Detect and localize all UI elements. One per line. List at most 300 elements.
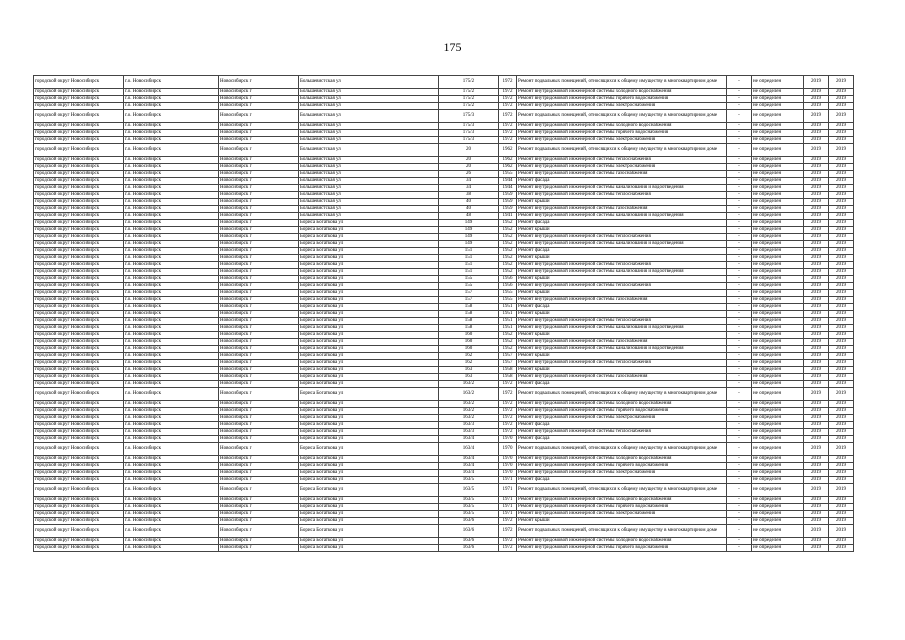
work-type-cell: Ремонт крыши bbox=[517, 255, 727, 262]
locality-cell: Новосибирск г bbox=[219, 89, 299, 96]
house-number-cell: 34 bbox=[439, 178, 499, 185]
end-year-cell: 2019 bbox=[829, 76, 854, 89]
build-year-cell: 1972 bbox=[499, 137, 517, 144]
build-year-cell: 1972 bbox=[499, 518, 517, 525]
street-cell: Бориса Богаткова ул bbox=[299, 429, 439, 436]
house-number-cell: 160 bbox=[439, 346, 499, 353]
build-year-cell: 1951 bbox=[499, 311, 517, 318]
volume-cell: не определен bbox=[752, 504, 804, 511]
dash-cell: - bbox=[727, 290, 752, 297]
build-year-cell: 1971 bbox=[499, 484, 517, 497]
table-row bbox=[34, 388, 854, 401]
street-cell: Бориса Богаткова ул bbox=[299, 374, 439, 381]
work-type-cell: Ремонт внутридомовой инженерной системы горячего водоснабжения bbox=[517, 96, 727, 103]
city-cell: г.о. Новосибирск bbox=[124, 360, 219, 367]
end-year-cell: 2019 bbox=[829, 206, 854, 213]
end-year-cell: 2019 bbox=[829, 504, 854, 511]
start-year-cell: 2019 bbox=[804, 220, 829, 227]
start-year-cell: 2019 bbox=[804, 276, 829, 283]
build-year-cell: 1955 bbox=[499, 290, 517, 297]
locality-cell: Новосибирск г bbox=[219, 504, 299, 511]
locality-cell: Новосибирск г bbox=[219, 123, 299, 130]
work-type-cell: Ремонт внутридомовой инженерной системы электроснабжения bbox=[517, 470, 727, 477]
dash-cell: - bbox=[727, 318, 752, 325]
start-year-cell: 2019 bbox=[804, 381, 829, 388]
district-cell: городской округ Новосибирск bbox=[34, 422, 124, 429]
district-cell: городской округ Новосибирск bbox=[34, 220, 124, 227]
city-cell: г.о. Новосибирск bbox=[124, 484, 219, 497]
volume-cell: не определен bbox=[752, 525, 804, 538]
start-year-cell: 2019 bbox=[804, 463, 829, 470]
district-cell: городской округ Новосибирск bbox=[34, 339, 124, 346]
street-cell: Бориса Богаткова ул bbox=[299, 497, 439, 504]
table-row bbox=[34, 497, 854, 504]
work-type-cell: Ремонт внутридомовой инженерной системы газоснабжения bbox=[517, 206, 727, 213]
house-number-cell: 163/5 bbox=[439, 477, 499, 484]
table-row bbox=[34, 290, 854, 297]
district-cell: городской округ Новосибирск bbox=[34, 130, 124, 137]
start-year-cell: 2019 bbox=[804, 157, 829, 164]
end-year-cell: 2019 bbox=[829, 422, 854, 429]
district-cell: городской округ Новосибирск bbox=[34, 248, 124, 255]
work-type-cell: Ремонт фасада bbox=[517, 422, 727, 429]
street-cell: Бориса Богаткова ул bbox=[299, 401, 439, 408]
locality-cell: Новосибирск г bbox=[219, 497, 299, 504]
city-cell: г.о. Новосибирск bbox=[124, 123, 219, 130]
work-type-cell: Ремонт крыши bbox=[517, 199, 727, 206]
table-row bbox=[34, 429, 854, 436]
locality-cell: Новосибирск г bbox=[219, 318, 299, 325]
end-year-cell: 2019 bbox=[829, 367, 854, 374]
house-number-cell: 151 bbox=[439, 262, 499, 269]
volume-cell: не определен bbox=[752, 137, 804, 144]
work-type-cell: Ремонт фасада bbox=[517, 248, 727, 255]
table-row bbox=[34, 367, 854, 374]
table-row bbox=[34, 374, 854, 381]
volume-cell: не определен bbox=[752, 269, 804, 276]
build-year-cell: 1972 bbox=[499, 408, 517, 415]
city-cell: г.о. Новосибирск bbox=[124, 297, 219, 304]
locality-cell: Новосибирск г bbox=[219, 220, 299, 227]
work-type-cell: Ремонт внутридомовой инженерной системы горячего водоснабжения bbox=[517, 130, 727, 137]
district-cell: городской округ Новосибирск bbox=[34, 255, 124, 262]
start-year-cell: 2019 bbox=[804, 110, 829, 123]
end-year-cell: 2019 bbox=[829, 144, 854, 157]
volume-cell: не определен bbox=[752, 110, 804, 123]
table-row bbox=[34, 415, 854, 422]
dash-cell: - bbox=[727, 525, 752, 538]
street-cell: Бориса Богаткова ул bbox=[299, 538, 439, 545]
volume-cell: не определен bbox=[752, 408, 804, 415]
build-year-cell: 1952 bbox=[499, 339, 517, 346]
locality-cell: Новосибирск г bbox=[219, 241, 299, 248]
district-cell: городской округ Новосибирск bbox=[34, 360, 124, 367]
start-year-cell: 2019 bbox=[804, 96, 829, 103]
house-number-cell: 163/3 bbox=[439, 422, 499, 429]
locality-cell: Новосибирск г bbox=[219, 234, 299, 241]
house-number-cell: 40 bbox=[439, 206, 499, 213]
locality-cell: Новосибирск г bbox=[219, 171, 299, 178]
street-cell: Бориса Богаткова ул bbox=[299, 283, 439, 290]
dash-cell: - bbox=[727, 470, 752, 477]
end-year-cell: 2019 bbox=[829, 429, 854, 436]
volume-cell: не определен bbox=[752, 325, 804, 332]
street-cell: Бориса Богаткова ул bbox=[299, 422, 439, 429]
locality-cell: Новосибирск г bbox=[219, 227, 299, 234]
locality-cell: Новосибирск г bbox=[219, 96, 299, 103]
district-cell: городской округ Новосибирск bbox=[34, 241, 124, 248]
district-cell: городской округ Новосибирск bbox=[34, 353, 124, 360]
start-year-cell: 2019 bbox=[804, 103, 829, 110]
house-number-cell: 163/4 bbox=[439, 443, 499, 456]
volume-cell: не определен bbox=[752, 367, 804, 374]
locality-cell: Новосибирск г bbox=[219, 332, 299, 339]
city-cell: г.о. Новосибирск bbox=[124, 76, 219, 89]
dash-cell: - bbox=[727, 484, 752, 497]
table-row bbox=[34, 185, 854, 192]
volume-cell: не определен bbox=[752, 89, 804, 96]
work-type-cell: Ремонт внутридомовой инженерной системы теплоснабжения bbox=[517, 262, 727, 269]
house-number-cell: 163/2 bbox=[439, 408, 499, 415]
start-year-cell: 2019 bbox=[804, 199, 829, 206]
work-type-cell: Ремонт внутридомовой инженерной системы канализования и водоотведения bbox=[517, 325, 727, 332]
table-row bbox=[34, 234, 854, 241]
work-type-cell: Ремонт подвальных помещений, относящихся к общему имуществу в многоквартирном доме bbox=[517, 484, 727, 497]
table-row bbox=[34, 511, 854, 518]
dash-cell: - bbox=[727, 477, 752, 484]
table-row bbox=[34, 144, 854, 157]
end-year-cell: 2019 bbox=[829, 283, 854, 290]
locality-cell: Новосибирск г bbox=[219, 76, 299, 89]
work-type-cell: Ремонт внутридомовой инженерной системы горячего водоснабжения bbox=[517, 408, 727, 415]
district-cell: городской округ Новосибирск bbox=[34, 518, 124, 525]
volume-cell: не определен bbox=[752, 220, 804, 227]
street-cell: Большевистская ул bbox=[299, 89, 439, 96]
work-type-cell: Ремонт внутридомовой инженерной системы газоснабжения bbox=[517, 297, 727, 304]
work-type-cell: Ремонт внутридомовой инженерной системы канализования и водоотведения bbox=[517, 346, 727, 353]
house-number-cell: 175/3 bbox=[439, 110, 499, 123]
end-year-cell: 2019 bbox=[829, 199, 854, 206]
table-row bbox=[34, 484, 854, 497]
volume-cell: не определен bbox=[752, 213, 804, 220]
house-number-cell: 162 bbox=[439, 360, 499, 367]
work-type-cell: Ремонт внутридомовой инженерной системы электроснабжения bbox=[517, 164, 727, 171]
start-year-cell: 2019 bbox=[804, 185, 829, 192]
end-year-cell: 2019 bbox=[829, 227, 854, 234]
start-year-cell: 2019 bbox=[804, 360, 829, 367]
dash-cell: - bbox=[727, 137, 752, 144]
start-year-cell: 2019 bbox=[804, 283, 829, 290]
build-year-cell: 1952 bbox=[499, 241, 517, 248]
start-year-cell: 2019 bbox=[804, 192, 829, 199]
table-row bbox=[34, 255, 854, 262]
volume-cell: не определен bbox=[752, 164, 804, 171]
start-year-cell: 2019 bbox=[804, 269, 829, 276]
end-year-cell: 2019 bbox=[829, 255, 854, 262]
start-year-cell: 2019 bbox=[804, 248, 829, 255]
city-cell: г.о. Новосибирск bbox=[124, 470, 219, 477]
locality-cell: Новосибирск г bbox=[219, 103, 299, 110]
locality-cell: Новосибирск г bbox=[219, 436, 299, 443]
start-year-cell: 2019 bbox=[804, 415, 829, 422]
start-year-cell: 2019 bbox=[804, 290, 829, 297]
street-cell: Большевистская ул bbox=[299, 103, 439, 110]
city-cell: г.о. Новосибирск bbox=[124, 311, 219, 318]
house-number-cell: 163 bbox=[439, 374, 499, 381]
work-type-cell: Ремонт внутридомовой инженерной системы электроснабжения bbox=[517, 103, 727, 110]
volume-cell: не определен bbox=[752, 429, 804, 436]
work-type-cell: Ремонт внутридомовой инженерной системы канализования и водоотведения bbox=[517, 269, 727, 276]
locality-cell: Новосибирск г bbox=[219, 484, 299, 497]
dash-cell: - bbox=[727, 76, 752, 89]
start-year-cell: 2019 bbox=[804, 297, 829, 304]
dash-cell: - bbox=[727, 443, 752, 456]
start-year-cell: 2019 bbox=[804, 213, 829, 220]
build-year-cell: 1951 bbox=[499, 318, 517, 325]
start-year-cell: 2019 bbox=[804, 262, 829, 269]
dash-cell: - bbox=[727, 367, 752, 374]
street-cell: Большевистская ул bbox=[299, 110, 439, 123]
volume-cell: не определен bbox=[752, 470, 804, 477]
district-cell: городской округ Новосибирск bbox=[34, 157, 124, 164]
locality-cell: Новосибирск г bbox=[219, 297, 299, 304]
city-cell: г.о. Новосибирск bbox=[124, 408, 219, 415]
volume-cell: не определен bbox=[752, 248, 804, 255]
district-cell: городской округ Новосибирск bbox=[34, 311, 124, 318]
end-year-cell: 2019 bbox=[829, 538, 854, 545]
district-cell: городской округ Новосибирск bbox=[34, 192, 124, 199]
volume-cell: не определен bbox=[752, 374, 804, 381]
build-year-cell: 1957 bbox=[499, 360, 517, 367]
street-cell: Бориса Богаткова ул bbox=[299, 456, 439, 463]
locality-cell: Новосибирск г bbox=[219, 276, 299, 283]
street-cell: Большевистская ул bbox=[299, 171, 439, 178]
city-cell: г.о. Новосибирск bbox=[124, 213, 219, 220]
locality-cell: Новосибирск г bbox=[219, 463, 299, 470]
city-cell: г.о. Новосибирск bbox=[124, 325, 219, 332]
end-year-cell: 2019 bbox=[829, 290, 854, 297]
street-cell: Большевистская ул bbox=[299, 96, 439, 103]
start-year-cell: 2019 bbox=[804, 164, 829, 171]
district-cell: городской округ Новосибирск bbox=[34, 89, 124, 96]
house-number-cell: 20 bbox=[439, 164, 499, 171]
volume-cell: не определен bbox=[752, 477, 804, 484]
house-number-cell: 163/4 bbox=[439, 456, 499, 463]
dash-cell: - bbox=[727, 415, 752, 422]
start-year-cell: 2019 bbox=[804, 538, 829, 545]
table-row bbox=[34, 311, 854, 318]
build-year-cell: 1970 bbox=[499, 456, 517, 463]
build-year-cell: 1951 bbox=[499, 325, 517, 332]
city-cell: г.о. Новосибирск bbox=[124, 206, 219, 213]
build-year-cell: 1972 bbox=[499, 401, 517, 408]
street-cell: Бориса Богаткова ул bbox=[299, 360, 439, 367]
district-cell: городской округ Новосибирск bbox=[34, 456, 124, 463]
house-number-cell: 149 bbox=[439, 227, 499, 234]
end-year-cell: 2019 bbox=[829, 276, 854, 283]
table-row bbox=[34, 103, 854, 110]
end-year-cell: 2019 bbox=[829, 269, 854, 276]
volume-cell: не определен bbox=[752, 456, 804, 463]
end-year-cell: 2019 bbox=[829, 497, 854, 504]
house-number-cell: 163/5 bbox=[439, 504, 499, 511]
table-row bbox=[34, 318, 854, 325]
street-cell: Бориса Богаткова ул bbox=[299, 234, 439, 241]
locality-cell: Новосибирск г bbox=[219, 422, 299, 429]
dash-cell: - bbox=[727, 381, 752, 388]
work-type-cell: Ремонт внутридомовой инженерной системы теплоснабжения bbox=[517, 157, 727, 164]
city-cell: г.о. Новосибирск bbox=[124, 367, 219, 374]
district-cell: городской округ Новосибирск bbox=[34, 262, 124, 269]
volume-cell: не определен bbox=[752, 96, 804, 103]
district-cell: городской округ Новосибирск bbox=[34, 504, 124, 511]
locality-cell: Новосибирск г bbox=[219, 192, 299, 199]
table-row bbox=[34, 110, 854, 123]
house-number-cell: 175/2 bbox=[439, 96, 499, 103]
locality-cell: Новосибирск г bbox=[219, 206, 299, 213]
end-year-cell: 2019 bbox=[829, 234, 854, 241]
house-number-cell: 151 bbox=[439, 255, 499, 262]
city-cell: г.о. Новосибирск bbox=[124, 415, 219, 422]
repair-schedule-table bbox=[33, 75, 854, 552]
build-year-cell: 1959 bbox=[499, 192, 517, 199]
end-year-cell: 2019 bbox=[829, 297, 854, 304]
table-row bbox=[34, 325, 854, 332]
build-year-cell: 1972 bbox=[499, 422, 517, 429]
locality-cell: Новосибирск г bbox=[219, 477, 299, 484]
house-number-cell: 160 bbox=[439, 339, 499, 346]
dash-cell: - bbox=[727, 157, 752, 164]
city-cell: г.о. Новосибирск bbox=[124, 234, 219, 241]
street-cell: Бориса Богаткова ул bbox=[299, 304, 439, 311]
end-year-cell: 2019 bbox=[829, 374, 854, 381]
work-type-cell: Ремонт внутридомовой инженерной системы газоснабжения bbox=[517, 374, 727, 381]
house-number-cell: 163/3 bbox=[439, 429, 499, 436]
locality-cell: Новосибирск г bbox=[219, 178, 299, 185]
build-year-cell: 1972 bbox=[499, 538, 517, 545]
table-row bbox=[34, 199, 854, 206]
district-cell: городской округ Новосибирск bbox=[34, 374, 124, 381]
volume-cell: не определен bbox=[752, 538, 804, 545]
locality-cell: Новосибирск г bbox=[219, 538, 299, 545]
house-number-cell: 175/3 bbox=[439, 130, 499, 137]
build-year-cell: 1972 bbox=[499, 123, 517, 130]
volume-cell: не определен bbox=[752, 360, 804, 367]
start-year-cell: 2019 bbox=[804, 367, 829, 374]
table-row bbox=[34, 164, 854, 171]
start-year-cell: 2019 bbox=[804, 429, 829, 436]
work-type-cell: Ремонт крыши bbox=[517, 332, 727, 339]
table-row bbox=[34, 545, 854, 552]
volume-cell: не определен bbox=[752, 545, 804, 552]
dash-cell: - bbox=[727, 297, 752, 304]
build-year-cell: 1952 bbox=[499, 220, 517, 227]
locality-cell: Новосибирск г bbox=[219, 415, 299, 422]
build-year-cell: 1972 bbox=[499, 429, 517, 436]
district-cell: городской округ Новосибирск bbox=[34, 137, 124, 144]
volume-cell: не определен bbox=[752, 353, 804, 360]
build-year-cell: 1952 bbox=[499, 346, 517, 353]
table-row bbox=[34, 76, 854, 89]
table-row bbox=[34, 408, 854, 415]
city-cell: г.о. Новосибирск bbox=[124, 241, 219, 248]
house-number-cell: 40 bbox=[439, 199, 499, 206]
district-cell: городской округ Новосибирск bbox=[34, 297, 124, 304]
district-cell: городской округ Новосибирск bbox=[34, 429, 124, 436]
volume-cell: не определен bbox=[752, 339, 804, 346]
work-type-cell: Ремонт подвальных помещений, относящихся к общему имуществу в многоквартирном доме bbox=[517, 443, 727, 456]
district-cell: городской округ Новосибирск bbox=[34, 103, 124, 110]
house-number-cell: 160 bbox=[439, 332, 499, 339]
dash-cell: - bbox=[727, 463, 752, 470]
work-type-cell: Ремонт крыши bbox=[517, 290, 727, 297]
house-number-cell: 157 bbox=[439, 297, 499, 304]
start-year-cell: 2019 bbox=[804, 76, 829, 89]
house-number-cell: 38 bbox=[439, 192, 499, 199]
volume-cell: не определен bbox=[752, 463, 804, 470]
end-year-cell: 2019 bbox=[829, 157, 854, 164]
work-type-cell: Ремонт внутридомовой инженерной системы электроснабжения bbox=[517, 415, 727, 422]
house-number-cell: 163/2 bbox=[439, 381, 499, 388]
locality-cell: Новосибирск г bbox=[219, 408, 299, 415]
end-year-cell: 2019 bbox=[829, 192, 854, 199]
street-cell: Большевистская ул bbox=[299, 164, 439, 171]
district-cell: городской округ Новосибирск bbox=[34, 443, 124, 456]
table-row bbox=[34, 178, 854, 185]
city-cell: г.о. Новосибирск bbox=[124, 422, 219, 429]
end-year-cell: 2019 bbox=[829, 325, 854, 332]
dash-cell: - bbox=[727, 227, 752, 234]
locality-cell: Новосибирск г bbox=[219, 339, 299, 346]
street-cell: Бориса Богаткова ул bbox=[299, 484, 439, 497]
table-row bbox=[34, 206, 854, 213]
locality-cell: Новосибирск г bbox=[219, 346, 299, 353]
locality-cell: Новосибирск г bbox=[219, 353, 299, 360]
end-year-cell: 2019 bbox=[829, 103, 854, 110]
start-year-cell: 2019 bbox=[804, 470, 829, 477]
start-year-cell: 2019 bbox=[804, 353, 829, 360]
work-type-cell: Ремонт подвальных помещений, относящихся к общему имуществу в многоквартирном доме bbox=[517, 76, 727, 89]
district-cell: городской округ Новосибирск bbox=[34, 388, 124, 401]
street-cell: Бориса Богаткова ул bbox=[299, 408, 439, 415]
dash-cell: - bbox=[727, 429, 752, 436]
volume-cell: не определен bbox=[752, 518, 804, 525]
end-year-cell: 2019 bbox=[829, 318, 854, 325]
dash-cell: - bbox=[727, 241, 752, 248]
volume-cell: не определен bbox=[752, 304, 804, 311]
work-type-cell: Ремонт внутридомовой инженерной системы электроснабжения bbox=[517, 137, 727, 144]
street-cell: Бориса Богаткова ул bbox=[299, 325, 439, 332]
end-year-cell: 2019 bbox=[829, 332, 854, 339]
locality-cell: Новосибирск г bbox=[219, 283, 299, 290]
house-number-cell: 163/5 bbox=[439, 484, 499, 497]
start-year-cell: 2019 bbox=[804, 374, 829, 381]
table-row bbox=[34, 304, 854, 311]
house-number-cell: 26 bbox=[439, 171, 499, 178]
build-year-cell: 1952 bbox=[499, 227, 517, 234]
volume-cell: не определен bbox=[752, 381, 804, 388]
work-type-cell: Ремонт подвальных помещений, относящихся к общему имуществу в многоквартирном доме bbox=[517, 144, 727, 157]
work-type-cell: Ремонт крыши bbox=[517, 367, 727, 374]
table-row bbox=[34, 276, 854, 283]
volume-cell: не определен bbox=[752, 276, 804, 283]
end-year-cell: 2019 bbox=[829, 89, 854, 96]
house-number-cell: 158 bbox=[439, 325, 499, 332]
start-year-cell: 2019 bbox=[804, 518, 829, 525]
district-cell: городской округ Новосибирск bbox=[34, 463, 124, 470]
table-row bbox=[34, 171, 854, 178]
house-number-cell: 149 bbox=[439, 241, 499, 248]
